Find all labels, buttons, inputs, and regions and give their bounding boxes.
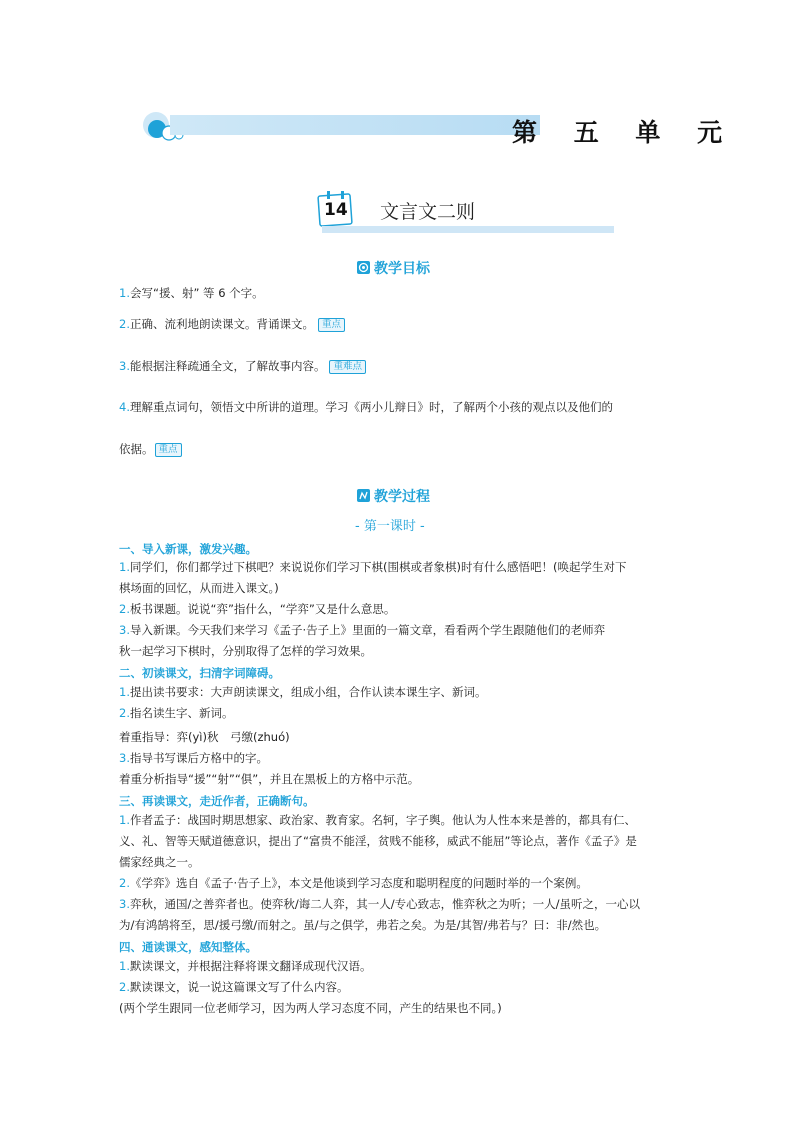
- item-num: 1.: [119, 959, 130, 973]
- process-icon: [357, 489, 370, 502]
- step-4-heading: 四、通读课文，感知整体。: [119, 940, 257, 954]
- line-text: 指导书写课后方格中的字。: [129, 751, 268, 765]
- target-icon: [357, 261, 370, 274]
- line-text: 同学们，你们都学过下棋吧？来说说你们学习下棋(围棋或者象棋)时有什么感悟吧！(唤起学生对下: [129, 560, 627, 574]
- step-1-line-1b: 棋场面的回忆，从而进入课文。): [119, 581, 279, 595]
- line-text: 弈秋，通国/之善弈者也。使弈秋/诲二人弈，其一人/专心致志，惟弈秋之为听；一人/虽听之，一心以: [129, 897, 640, 911]
- goal-text: 理解重点词句，领悟文中所讲的道理。学习《两小儿辩日》时，了解两个小孩的观点以及他们的: [129, 400, 613, 414]
- step-2-heading: 二、初读课文，扫清字词障碍。: [119, 666, 280, 680]
- lesson-title: 文言文二则: [380, 201, 476, 223]
- step-2-line-2b: 着重指导：弈(yì)秋 弓缴(zhuó): [119, 730, 290, 744]
- item-num: 2.: [119, 602, 130, 616]
- key-difficult-badge: 重难点: [329, 360, 366, 374]
- goal-num: 4.: [119, 400, 130, 414]
- step-4-line-2b: (两个学生跟同一位老师学习，因为两人学习态度不同，产生的结果也不同。): [119, 1001, 502, 1015]
- step-1-line-2: [119, 602, 395, 616]
- item-num: 3.: [119, 623, 130, 637]
- process-heading: [357, 486, 430, 506]
- line-text: 《学弈》选自《孟子·告子上》，本文是他谈到学习态度和聪明程度的问题时举的一个案例。: [129, 876, 588, 890]
- step-3-line-1b: 义、礼、智等天赋道德意识，提出了“富贵不能淫，贫贱不能移，威武不能屈”等论点，著作《孟子》是: [119, 834, 637, 848]
- goal-num: 1.: [119, 286, 130, 300]
- unit-title: 第 五 单 元: [512, 118, 737, 147]
- line-text: 板书课题。说说“弈”指什么，“学弈”又是什么意思。: [129, 602, 396, 616]
- step-3-line-2: [119, 876, 588, 890]
- goal-text: 正确、流利地朗读课文。背诵课文。: [129, 317, 314, 331]
- line-text: 指名读生字、新词。: [129, 706, 234, 720]
- item-num: 3.: [119, 751, 130, 765]
- item-num: 3.: [119, 897, 130, 911]
- item-num: 2.: [119, 706, 130, 720]
- goal-text: 依据。: [119, 442, 154, 456]
- step-2-line-3b: 着重分析指导“援”“射”“俱”，并且在黑板上的方格中示范。: [119, 772, 420, 786]
- item-num: 2.: [119, 980, 130, 994]
- lesson-number: 14: [324, 200, 348, 220]
- goal-item-4-cont: [119, 442, 182, 457]
- goal-num: 2.: [119, 317, 130, 331]
- step-2-line-1: [119, 685, 486, 699]
- goal-item-2: [119, 317, 345, 332]
- step-2-line-2: [119, 706, 233, 720]
- step-2-line-3: [119, 751, 268, 765]
- step-3-heading: 三、再读课文，走近作者，正确断句。: [119, 794, 315, 808]
- item-num: 2.: [119, 876, 130, 890]
- step-1-line-1: [119, 560, 626, 574]
- step-3-line-3: [119, 897, 640, 911]
- step-4-line-2: [119, 980, 348, 994]
- item-num: 1.: [119, 685, 130, 699]
- goals-heading-text: 教学目标: [374, 261, 430, 277]
- goal-item-3: [119, 359, 366, 374]
- key-point-badge: 重点: [155, 443, 182, 457]
- line-text: 默读课文，并根据注释将课文翻译成现代汉语。: [129, 959, 372, 973]
- line-text: 默读课文，说一说这篇课文写了什么内容。: [129, 980, 349, 994]
- step-1-heading: 一、导入新课，激发兴趣。: [119, 542, 257, 556]
- goals-heading: [357, 258, 430, 278]
- unit-title-bar: [170, 115, 540, 135]
- process-heading-text: 教学过程: [374, 489, 430, 505]
- step-4-line-1: [119, 959, 371, 973]
- goal-item-4: [119, 400, 613, 414]
- step-3-line-1c: 儒家经典之一。: [119, 855, 200, 869]
- item-num: 1.: [119, 813, 130, 827]
- step-1-line-3: [119, 623, 605, 637]
- goal-item-1: [119, 286, 264, 300]
- line-text: 导入新课。今天我们来学习《孟子·告子上》里面的一篇文章，看看两个学生跟随他们的老师弈: [129, 623, 606, 637]
- lesson-number-badge: [317, 190, 353, 226]
- goal-num: 3.: [119, 359, 130, 373]
- lesson-underline: [322, 226, 614, 233]
- item-num: 1.: [119, 560, 130, 574]
- line-text: 提出读书要求：大声朗读课文，组成小组，合作认读本课生字、新词。: [129, 685, 487, 699]
- key-point-badge: 重点: [318, 318, 345, 332]
- goal-text: 能根据注释疏通全文，了解故事内容。: [129, 359, 326, 373]
- step-3-line-3b: 为/有鸿鹄将至，思/援弓缴/而射之。虽/与之俱学，弗若之矣。为是/其智/弗若与？曰：非/然也。: [119, 918, 607, 932]
- line-text: 作者孟子：战国时期思想家、政治家、教育家。名轲，字子舆。他认为人性本来是善的，都具有仁、: [129, 813, 636, 827]
- step-1-line-3b: 秋一起学习下棋时，分别取得了怎样的学习效果。: [119, 644, 372, 658]
- step-3-line-1: [119, 813, 636, 827]
- goal-text: 会写“援、射” 等 6 个字。: [129, 286, 264, 300]
- period-label: - 第一课时 -: [355, 519, 425, 534]
